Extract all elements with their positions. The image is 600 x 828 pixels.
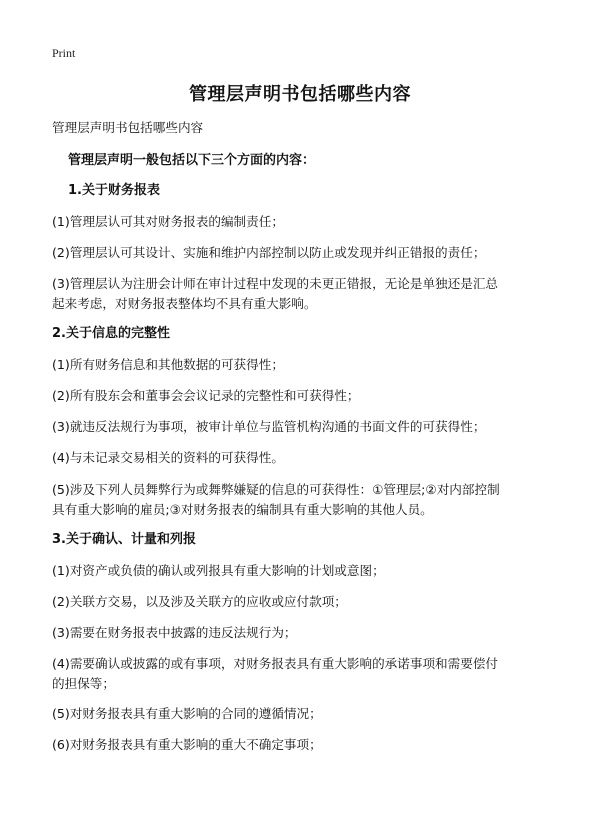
list-item: (4)与未记录交易相关的资料的可获得性。 bbox=[52, 450, 284, 465]
page-title: 管理层声明书包括哪些内容 bbox=[189, 84, 411, 105]
list-item bbox=[52, 274, 498, 314]
list-item: (2)管理层认可其设计、实施和维护内部控制以防止或发现并纠正错报的责任； bbox=[52, 245, 486, 260]
section-heading-information-completeness: 2.关于信息的完整性 bbox=[52, 326, 170, 341]
list-item: (2)所有股东会和董事会会议记录的完整性和可获得性； bbox=[52, 388, 360, 403]
intro-heading: 管理层声明一般包括以下三个方面的内容： bbox=[68, 153, 316, 168]
section-heading-recognition-measurement: 3.关于确认、计量和列报 bbox=[52, 532, 196, 547]
list-item: (5)对财务报表具有重大影响的合同的遵循情况； bbox=[52, 706, 322, 721]
list-item: (6)对财务报表具有重大影响的重大不确定事项； bbox=[52, 737, 322, 752]
list-item-line: 的担保等； bbox=[52, 676, 115, 691]
section-heading-financial-statements: 1.关于财务报表 bbox=[68, 183, 160, 198]
list-item: (2)关联方交易，以及涉及关联方的应收或应付款项； bbox=[52, 594, 347, 609]
list-item: (1)对资产或负债的确认或列报具有重大影响的计划或意图； bbox=[52, 563, 385, 578]
list-item-line: (5)涉及下列人员舞弊行为或舞弊嫌疑的信息的可获得性：①管理层;②对内部控制 bbox=[52, 482, 500, 497]
list-item-line: (3)管理层认为注册会计师在审计过程中发现的未更正错报，无论是单独还是汇总 bbox=[52, 276, 499, 291]
list-item: (1)管理层认可其对财务报表的编制责任； bbox=[52, 214, 284, 229]
list-item: (3)就违反法规行为事项，被审计单位与监管机构沟通的书面文件的可获得性； bbox=[52, 419, 486, 434]
print-label: Print bbox=[52, 46, 76, 60]
list-item: (3)需要在财务报表中披露的违反法规行为； bbox=[52, 625, 297, 640]
list-item: (1)所有财务信息和其他数据的可获得性； bbox=[52, 357, 284, 372]
list-item bbox=[52, 654, 498, 694]
subtitle: 管理层声明书包括哪些内容 bbox=[52, 120, 204, 135]
list-item-line: 具有重大影响的雇员;③对财务报表的编制具有重大影响的其他人员。 bbox=[52, 502, 433, 517]
list-item bbox=[52, 480, 500, 520]
list-item-line: 起来考虑，对财务报表整体均不具有重大影响。 bbox=[52, 296, 317, 311]
list-item-line: (4)需要确认或披露的或有事项，对财务报表具有重大影响的承诺事项和需要偿付 bbox=[52, 656, 499, 671]
